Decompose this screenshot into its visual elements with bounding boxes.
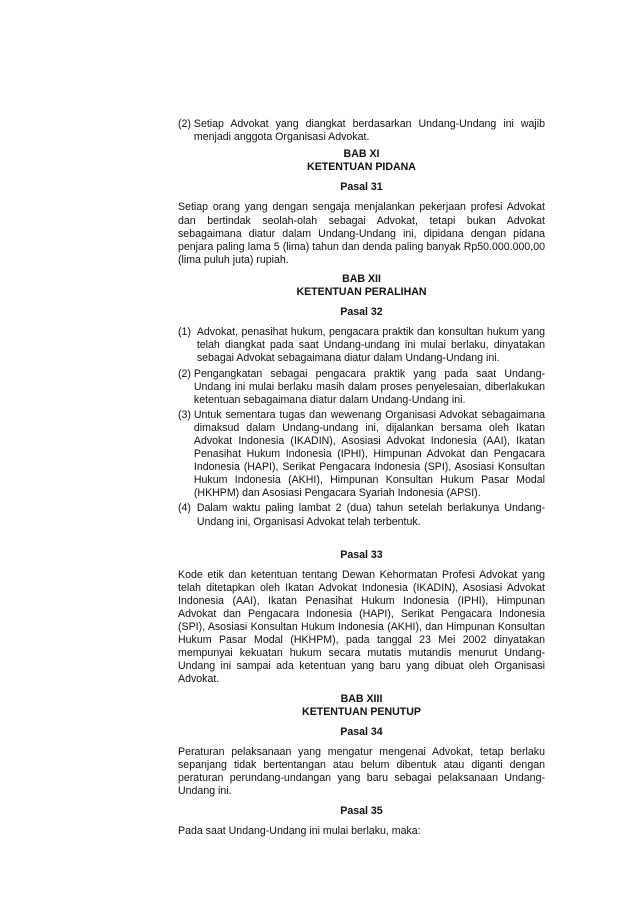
pasal-32-list <box>178 326 545 528</box>
pasal-30-item-2 <box>178 118 545 144</box>
pasal-33-title: Pasal 33 <box>340 548 383 561</box>
item-number: (3) <box>178 408 194 421</box>
item-text: Setiap Advokat yang diangkat berdasarkan Undang-Undang ini wajib menjadi anggota Organisasi Advokat. <box>193 118 545 144</box>
item-text: Advokat, penasihat hukum, pengacara praktik dan konsultan hukum yang telah diangkat pada saat Undang-undang ini mulai berlaku, dinyatakan sebagai Advokat sebagaimana diatur dalam Undang-Undang ini. <box>196 326 545 365</box>
pasal-35-title: Pasal 35 <box>340 805 383 818</box>
bab-12-subtitle: KETENTUAN PERALIHAN <box>296 286 427 299</box>
pasal-31-title: Pasal 31 <box>340 181 383 194</box>
item-text: Untuk sementara tugas dan wewenang Organisasi Advokat sebagaimana dimaksud dalam Undang-undang ini, dijalankan bersama oleh Ikatan Advokat Indonesia (IKADIN), Asosiasi Advokat Indonesia (AAI), Ikatan Penasihat Hukum Indonesia (IPHI), Himpunan Advokat dan Pengacara Indonesia (HAPI), Serikat Pengacara Indonesia (SPI), Asosiasi Konsultan Hukum Indonesia (AKHI), Himpunan Konsultan Hukum Pasar Modal (HKHPM) dan Asosiasi Pengacara Syariah Indonesia (APSI). <box>193 408 545 500</box>
item-text: Pengangkatan sebagai pengacara praktik yang pada saat Undang-Undang ini mulai berlaku masih dalam proses penyelesaian, diberlakukan ketentuan sebagaimana diatur dalam Undang-Undang ini. <box>193 367 545 406</box>
item-number: (2) <box>178 367 194 380</box>
bab-11-subtitle: KETENTUAN PIDANA <box>307 161 416 174</box>
pasal-35-text: Pada saat Undang-Undang ini mulai berlaku, maka: <box>178 825 421 838</box>
pasal-32-item-3 <box>178 409 545 501</box>
bab-13-subtitle: KETENTUAN PENUTUP <box>302 705 421 718</box>
bab-11-title: BAB XI <box>343 148 380 161</box>
pasal-34-title: Pasal 34 <box>340 725 383 738</box>
bab-13-title: BAB XIII <box>340 692 383 705</box>
pasal-32-item-1 <box>178 326 545 365</box>
item-text: Dalam waktu paling lambat 2 (dua) tahun setelah berlakunya Undang-Undang ini, Organisasi Advokat telah terbentuk. <box>196 502 545 528</box>
pasal-33-text: Kode etik dan ketentuan tentang Dewan Kehormatan Profesi Advokat yang telah ditetapkan oleh Ikatan Advokat Indonesia (IKADIN), Asosiasi Advokat Indonesia (AAI), Ikatan Penasihat Hukum Indonesia (IPHI), Himpunan Advokat dan Pengacara Indonesia (HAPI), Serikat Pengacara Indonesia (SPI), Asosiasi Konsultan Hukum Indonesia (AKHI), dan Himpunan Konsultan Hukum Pasar Modal (HKHPM), pada tanggal 23 Mei 2002 dinyatakan mempunyai kekuatan hukum secara mutatis mutandis menurut Undang-Undang ini sampai ada ketentuan yang baru yang dibuat oleh Organisasi Advokat. <box>178 568 545 686</box>
pasal-34-text: Peraturan pelaksanaan yang mengatur mengenai Advokat, tetap berlaku sepanjang tidak bertentangan atau belum dibentuk atau diganti dengan peraturan perundang-undangan yang baru sebagai pelaksanaan Undang-Undang ini. <box>178 745 545 798</box>
pasal-32-item-2 <box>178 368 545 407</box>
bab-12-title: BAB XII <box>342 272 381 285</box>
item-number: (1) <box>178 326 197 339</box>
pasal-32-item-4 <box>178 502 545 528</box>
pasal-32-title: Pasal 32 <box>340 306 383 319</box>
document-content <box>178 118 545 838</box>
item-number: (4) <box>178 502 197 515</box>
item-number: (2) <box>178 118 194 130</box>
pasal-31-text: Setiap orang yang dengan sengaja menjalankan pekerjaan profesi Advokat dan bertindak seolah-olah sebagai Advokat, tetapi bukan Advokat sebagaimana diatur dalam Undang-Undang ini, dipidana dengan pidana penjara paling lama 5 (lima) tahun dan denda paling banyak Rp50.000.000,00 (lima puluh juta) rupiah. <box>178 201 545 266</box>
